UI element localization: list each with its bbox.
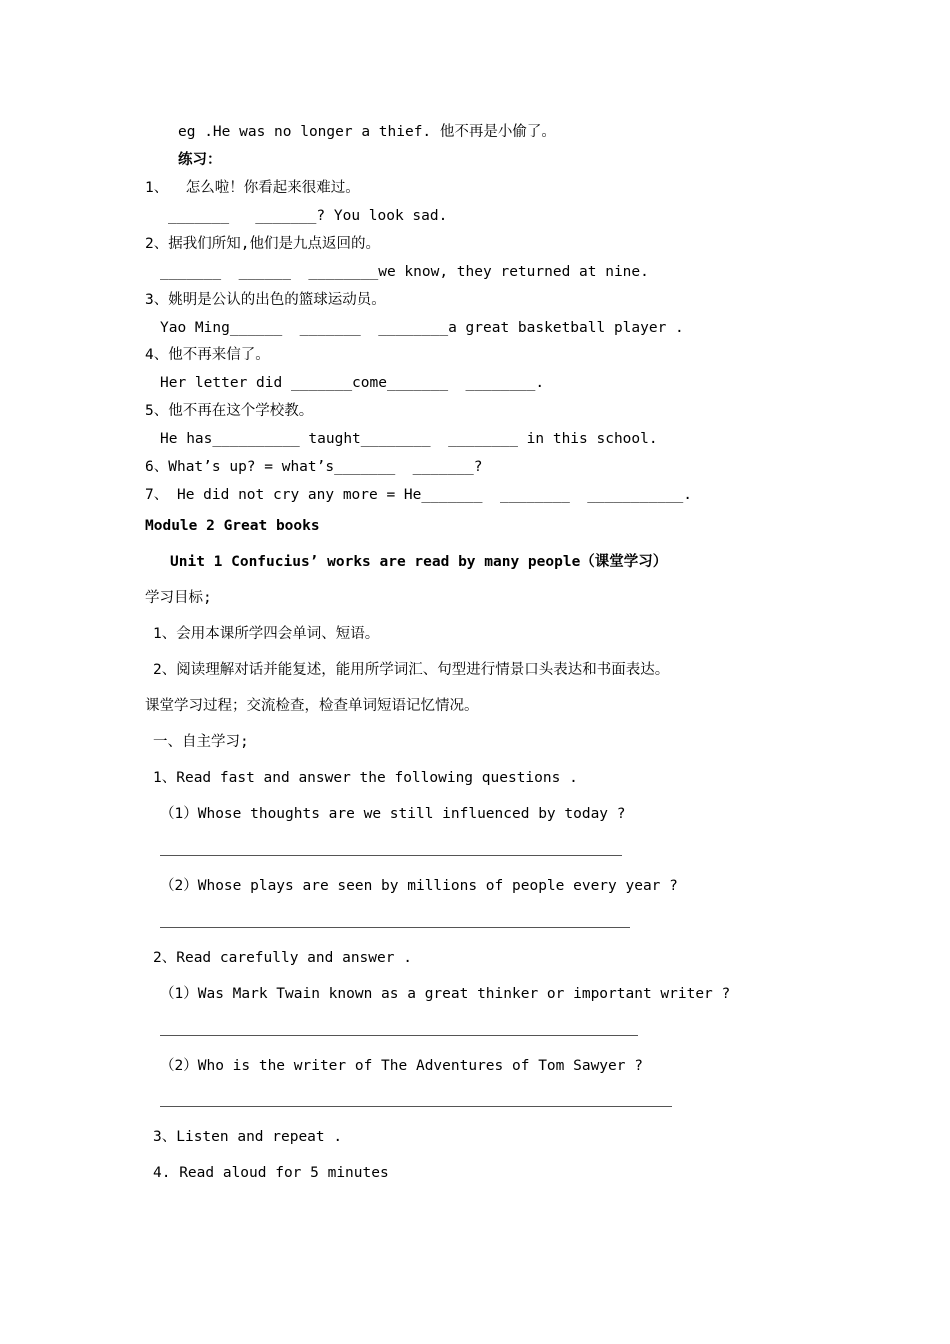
practice-item-7: 7、 He did not cry any more = He_______ ________ ___________. bbox=[145, 487, 693, 503]
unit-title: Unit 1 Confucius’ works are read by many people（课堂学习） bbox=[170, 554, 668, 570]
process-line: 课堂学习过程；交流检查，检查单词短语记忆情况。 bbox=[145, 698, 479, 714]
practice-item-5-cn: 5、他不再在这个学校教。 bbox=[145, 403, 314, 419]
practice-item-4-en: Her letter did _______come_______ ________. bbox=[160, 375, 545, 391]
answer-line-3[interactable] bbox=[160, 1035, 638, 1036]
question-1: （1）Whose thoughts are we still influenced by today ? bbox=[160, 806, 626, 822]
practice-heading: 练习： bbox=[178, 152, 222, 168]
task-2: 2、Read carefully and answer . bbox=[153, 950, 412, 966]
practice-item-5-en: He has__________ taught________ ________ in this school. bbox=[160, 431, 658, 447]
question-4: （2）Who is the writer of The Adventures of Tom Sawyer ? bbox=[160, 1058, 643, 1074]
module-title: Module 2 Great books bbox=[145, 518, 320, 534]
practice-item-1-cn: 1、 怎么啦！你看起来很难过。 bbox=[145, 180, 360, 196]
practice-item-3-cn: 3、姚明是公认的出色的篮球运动员。 bbox=[145, 292, 386, 308]
task-3: 3、Listen and repeat . bbox=[153, 1129, 343, 1145]
example-sentence: eg .He was no longer a thief. 他不再是小偷了。 bbox=[178, 124, 556, 140]
goal-item-2: 2、阅读理解对话并能复述，能用所学词汇、句型进行情景口头表达和书面表达。 bbox=[153, 662, 670, 678]
practice-item-6: 6、What’s up? = what’s_______ _______? bbox=[145, 459, 483, 475]
practice-item-3-en: Yao Ming______ _______ ________a great basketball player . bbox=[160, 320, 684, 336]
answer-line-2[interactable] bbox=[160, 927, 630, 928]
question-2: （2）Whose plays are seen by millions of people every year ? bbox=[160, 878, 678, 894]
self-study-heading: 一、自主学习; bbox=[153, 734, 249, 750]
task-1: 1、Read fast and answer the following questions . bbox=[153, 770, 578, 786]
task-4: 4. Read aloud for 5 minutes bbox=[153, 1165, 389, 1181]
answer-line-1[interactable] bbox=[160, 855, 622, 856]
practice-item-4-cn: 4、他不再来信了。 bbox=[145, 347, 270, 363]
practice-item-2-en: _______ ______ ________we know, they returned at nine. bbox=[160, 264, 649, 280]
question-3: （1）Was Mark Twain known as a great thinker or important writer ? bbox=[160, 986, 731, 1002]
answer-line-4[interactable] bbox=[160, 1106, 672, 1107]
goal-item-1: 1、会用本课所学四会单词、短语。 bbox=[153, 626, 380, 642]
practice-item-2-cn: 2、据我们所知,他们是九点返回的。 bbox=[145, 236, 380, 252]
goals-heading: 学习目标; bbox=[145, 590, 212, 606]
practice-item-1-en: _______ _______? You look sad. bbox=[168, 208, 448, 224]
